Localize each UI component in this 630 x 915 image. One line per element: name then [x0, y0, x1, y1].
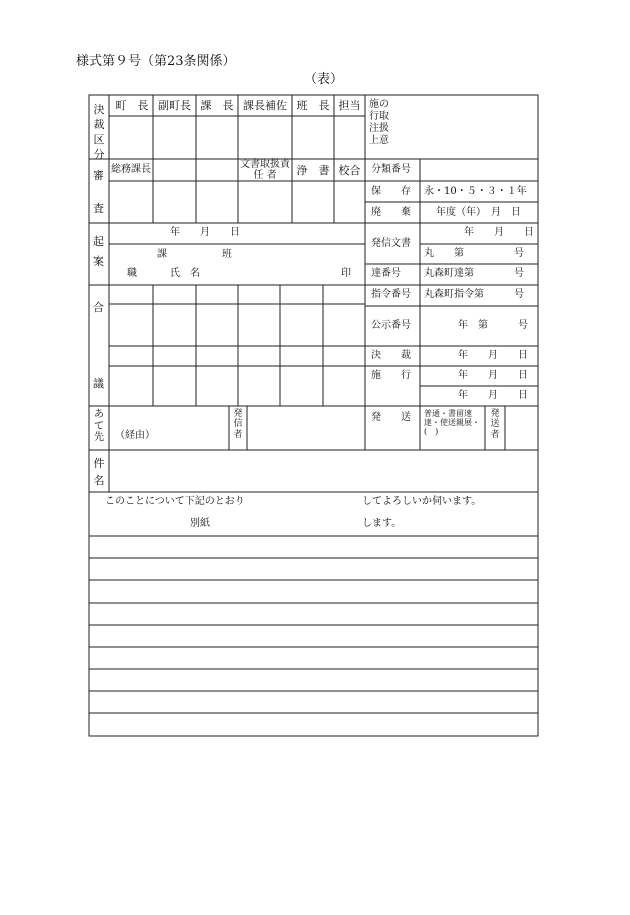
kessai-col-tanto: 担当	[338, 99, 361, 112]
kessai-date-label: 決 裁	[371, 350, 411, 361]
body-line2-left: 別紙	[190, 518, 210, 529]
shirei-value: 丸森町指令第 号	[424, 289, 524, 300]
kenmei-label: 件名	[93, 457, 105, 487]
body-line1-right: してよろしいか伺います。	[362, 496, 482, 507]
koji-label: 公示番号	[371, 320, 411, 331]
kessai-extra-label: 施の行取注扱上意	[369, 99, 389, 146]
haso-methods: 普通・書留速達・使送親展・( )	[424, 409, 480, 437]
hasshinsha-label: 発信者	[233, 409, 243, 440]
atesaki-label: あて先	[94, 409, 104, 443]
page-side-label: （表）	[304, 72, 344, 87]
kessai-col-chocho: 町 長	[115, 99, 149, 112]
kian-shimei: 氏 名	[170, 268, 200, 279]
shirei-label: 指令番号	[371, 289, 411, 300]
shinsa-col-bunsho: 文書取扱責 任 者	[240, 159, 290, 181]
hasshin-label: 発信文書	[371, 238, 411, 249]
gougi-label-top: 合	[93, 301, 104, 314]
kessai-col-fukuchocho: 副町長	[158, 99, 191, 112]
kessai-col-hancho: 班 長	[296, 99, 330, 112]
shiko-label: 施 行	[371, 370, 411, 381]
kessai-row-label: 決裁区分	[93, 103, 105, 161]
haiki-value: 年度（年） 月 日	[436, 207, 521, 218]
shinsa-col-kyogo: 校合	[338, 164, 361, 177]
extra-date: 年 月 日	[458, 390, 528, 401]
kian-date: 年 月 日	[170, 227, 240, 238]
atesaki-via: （経由）	[115, 430, 155, 441]
kessai-col-kacho: 課 長	[200, 99, 234, 112]
shiko-date: 年 月 日	[458, 370, 528, 381]
hasshin-number: 丸 第 号	[424, 248, 524, 259]
shinsa-col-josho: 浄 書	[296, 164, 330, 177]
hasosha-label: 発送者	[490, 409, 500, 440]
kian-in: 印	[341, 268, 351, 279]
tatsu-value: 丸森町達第 号	[424, 268, 524, 279]
tatsu-label: 達番号	[371, 268, 401, 279]
shinsa-label-top: 審	[93, 169, 104, 182]
hasshin-date: 年 月 日	[464, 227, 534, 238]
kian-shoku: 職	[127, 268, 137, 279]
kian-label-bottom: 案	[93, 255, 104, 268]
kian-label-top: 起	[93, 235, 104, 248]
koji-value: 年 第 号	[458, 320, 528, 331]
body-line1-left: このことについて下記のとおり	[105, 496, 245, 507]
haso-label: 発 送	[371, 412, 411, 423]
hozon-value: 永・10・５・３・１年	[424, 186, 527, 197]
kessai-date-value: 年 月 日	[458, 350, 528, 361]
kian-ka: 課	[157, 249, 167, 260]
haiki-label: 廃 棄	[371, 207, 411, 218]
kian-han: 班	[222, 249, 232, 260]
gougi-label-bottom: 議	[93, 377, 104, 390]
body-line2-right: します。	[362, 518, 402, 529]
kessai-col-kachohosa: 課長補佐	[243, 99, 287, 112]
bunrui-label: 分類番号	[371, 164, 411, 175]
form-title: 様式第９号（第23条関係）	[76, 54, 236, 69]
hozon-label: 保 存	[371, 186, 411, 197]
shinsa-label-bottom: 査	[93, 202, 104, 215]
shinsa-col-somukacho: 総務課長	[111, 164, 151, 175]
